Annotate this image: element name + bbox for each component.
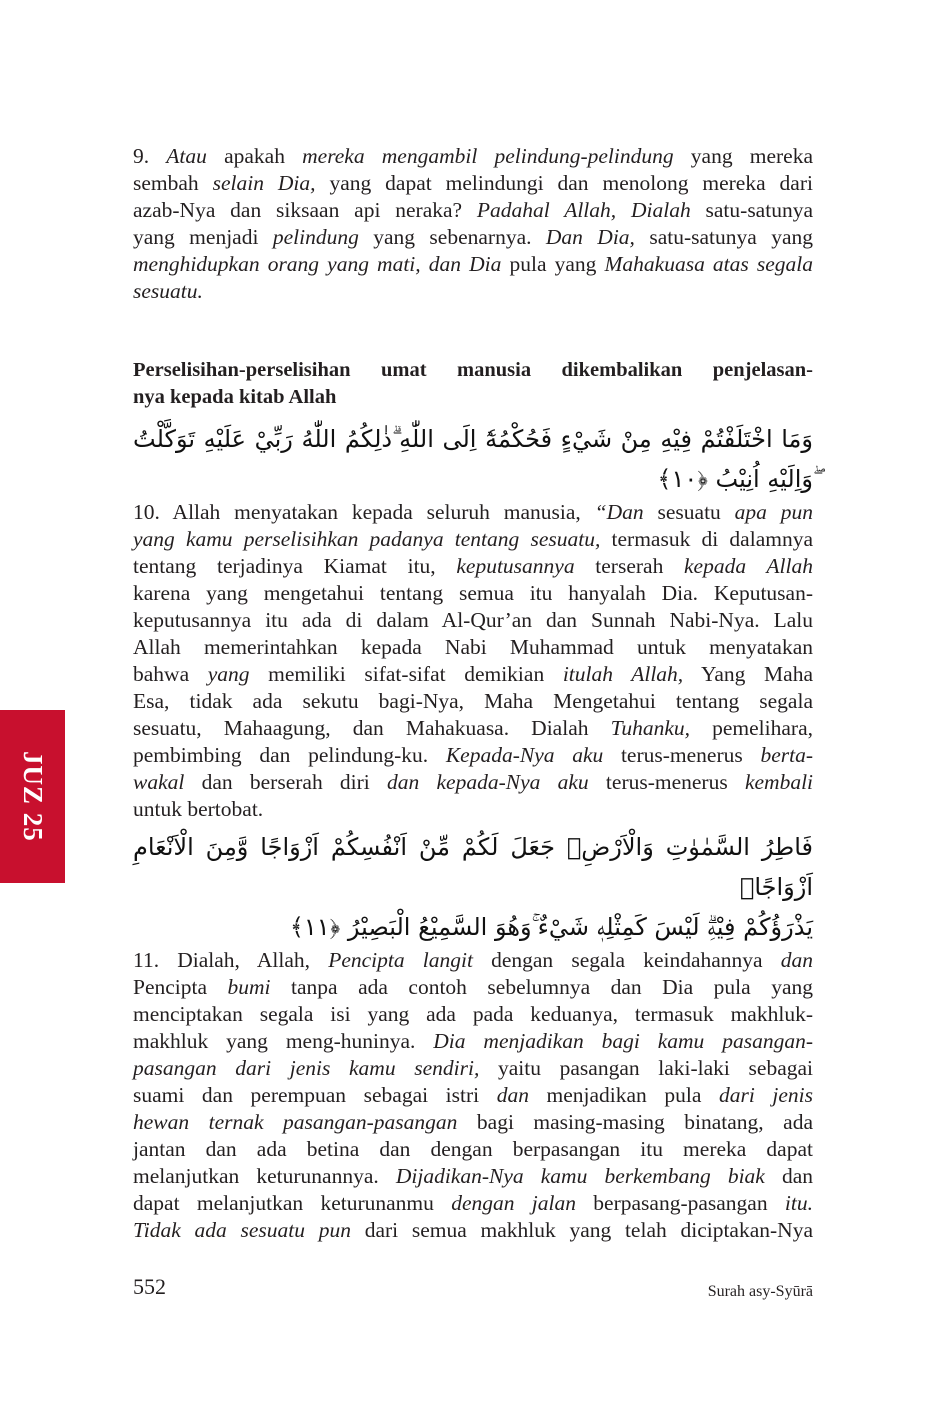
text: 9. xyxy=(133,144,167,168)
text-line xyxy=(133,251,813,278)
italic-text: hewan ternak pasangan-pasangan xyxy=(133,1110,458,1134)
arabic-verse-10: وَمَا اخْتَلَفْتُمْ فِيْهِ مِنْ شَيْءٍ فَحُكْمُهٗٓ اِلَى اللّٰهِ ۗذٰلِكُمُ اللّٰهُ رَبِّيْ عَلَيْهِ تَوَكَّلْتُ ۖوَاِلَيْهِ اُنِيْبُ ﴿١٠﴾ xyxy=(133,425,813,493)
text-line xyxy=(133,1028,813,1055)
text: dari semua makhluk yang telah diciptakan-Nya xyxy=(350,1218,813,1242)
paragraph-11 xyxy=(133,947,813,1244)
text: untuk bertobat. xyxy=(133,797,264,821)
italic-text: dan xyxy=(496,1083,529,1107)
italic-text: kepada Allah xyxy=(684,554,813,578)
text: keputusannya itu ada di dalam Al-Qur’an dan Sunnah Nabi-Nya. Lalu xyxy=(133,608,813,632)
text-line xyxy=(133,499,813,526)
text-line xyxy=(133,384,813,411)
text-line xyxy=(133,715,813,742)
text-line xyxy=(133,1055,813,1082)
italic-text: Tidak ada sesuatu pun xyxy=(133,1218,351,1242)
text: tanpa ada contoh sebelumnya dan Dia pula yang xyxy=(270,975,813,999)
italic-text: itulah Allah, xyxy=(562,662,684,686)
paragraph-9 xyxy=(133,143,813,305)
italic-text: dan kepada-Nya aku xyxy=(387,770,589,794)
text: sembah xyxy=(133,171,213,195)
text: makhluk yang meng-huninya. xyxy=(133,1029,434,1053)
text: pemelihara, xyxy=(690,716,813,740)
surah-name: Surah asy-Syūrā xyxy=(707,1283,813,1300)
text: karena yang mengetahui tentang semua itu hanyalah Dia. Keputusan- xyxy=(133,581,813,605)
text-line xyxy=(133,1190,813,1217)
italic-text: Tuhanku, xyxy=(610,716,691,740)
text: terserah xyxy=(574,554,685,578)
text: dengan segala keindahannya xyxy=(472,948,781,972)
juz-side-tab xyxy=(0,710,65,883)
text-line xyxy=(133,607,813,634)
text: yang dapat melindungi dan menolong mereka dari xyxy=(315,171,813,195)
text: dan xyxy=(764,1164,813,1188)
italic-text: yang kamu perselisihkan padanya tentang sesuatu, xyxy=(133,527,601,551)
text-line xyxy=(133,742,813,769)
text-line xyxy=(133,634,813,661)
text-line xyxy=(133,688,813,715)
italic-text: dan xyxy=(780,948,814,972)
text: yaitu pasangan laki-laki sebagai xyxy=(479,1056,814,1080)
italic-text: Mahakuasa atas segala xyxy=(604,252,814,276)
italic-text: Kepada-Nya aku xyxy=(445,743,604,767)
text: berpasang-pasangan xyxy=(575,1191,785,1215)
text: azab-Nya dan siksaan api neraka? xyxy=(133,198,477,222)
text-line xyxy=(133,278,813,305)
text: dan berserah diri xyxy=(184,770,388,794)
italic-text: Atau xyxy=(166,144,207,168)
italic-text: “Dan xyxy=(594,500,644,524)
italic-text: sesuatu. xyxy=(133,279,203,303)
text-line xyxy=(133,1163,813,1190)
text-line xyxy=(133,1109,813,1136)
arabic-verse-11-line-1: فَاطِرُ السَّمٰوٰتِ وَالْاَرْضِۗ جَعَلَ لَكُمْ مِّنْ اَنْفُسِكُمْ اَزْوَاجًا وَّمِنَ الْاَنْعَامِ اَزْوَاجًاۚ xyxy=(133,833,813,901)
text-line xyxy=(133,357,813,384)
italic-text: dari jenis xyxy=(718,1083,813,1107)
page-footer xyxy=(133,1274,813,1314)
text-line xyxy=(133,526,813,553)
text: 11. Dialah, Allah, xyxy=(133,948,329,972)
text: Allah memerintahkan kepada Nabi Muhammad untuk menyatakan xyxy=(133,635,813,659)
italic-text: menghidupkan orang yang mati, dan Dia xyxy=(133,252,502,276)
text: terus-menerus xyxy=(603,743,761,767)
italic-text: kembali xyxy=(744,770,814,794)
italic-text: dengan jalan xyxy=(451,1191,576,1215)
juz-label: JUZ 25 xyxy=(18,751,48,842)
text: melanjutkan keturunannya. xyxy=(133,1164,396,1188)
text: menciptakan segala isi yang ada pada keduanya, termasuk makhluk- xyxy=(133,1002,813,1026)
italic-text: apa pun xyxy=(734,500,814,524)
text: satu-satunya yang xyxy=(634,225,813,249)
italic-text: pasangan dari jenis kamu sendiri, xyxy=(133,1056,480,1080)
text: terus-menerus xyxy=(588,770,745,794)
text-line xyxy=(133,1001,813,1028)
italic-text: bumi xyxy=(227,975,271,999)
arabic-verse-11-line-2: يَذْرَؤُكُمْ فِيْهِۗ لَيْسَ كَمِثْلِهٖ شَيْءٌ ۚوَهُوَ السَّمِيْعُ الْبَصِيْرُ ﴿١١﴾ xyxy=(289,913,813,941)
italic-text: Padahal Allah, Dialah xyxy=(476,198,691,222)
text: Perselisihan-perselisihan umat manusia dikembalikan penjelasan- xyxy=(133,359,813,381)
text-line xyxy=(133,796,813,823)
text: suami dan perempuan sebagai istri xyxy=(133,1083,497,1107)
text: menjadikan pula xyxy=(528,1083,719,1107)
text: yang sebenarnya. xyxy=(358,225,546,249)
text: apakah xyxy=(206,144,303,168)
text: dapat melanjutkan keturunanmu xyxy=(133,1191,452,1215)
text-line xyxy=(133,224,813,251)
section-heading xyxy=(133,357,813,411)
text-line xyxy=(133,947,813,974)
text: bagi masing-masing binatang, ada xyxy=(457,1110,813,1134)
text: Esa, tidak ada sekutu bagi-Nya, Maha Mengetahui tentang segala xyxy=(133,689,813,713)
text-line xyxy=(133,170,813,197)
text: Yang Maha xyxy=(683,662,813,686)
italic-text: berta- xyxy=(760,743,813,767)
text: termasuk di dalamnya xyxy=(600,527,814,551)
italic-text: selain Dia, xyxy=(212,171,316,195)
text-line xyxy=(133,1136,813,1163)
text: yang mereka xyxy=(673,144,814,168)
text-line xyxy=(133,143,813,170)
italic-text: yang xyxy=(207,662,250,686)
text-line xyxy=(133,197,813,224)
text-line xyxy=(133,769,813,796)
text-line xyxy=(133,661,813,688)
italic-text: Pencipta langit xyxy=(328,948,473,972)
text: satu-satunya xyxy=(690,198,813,222)
text: nya kepada kitab Allah xyxy=(133,386,337,408)
text: jantan dan ada betina dan dengan berpasangan itu mereka dapat xyxy=(133,1137,813,1161)
text-line xyxy=(133,553,813,580)
italic-text: pelindung xyxy=(272,225,359,249)
italic-text: Dan Dia, xyxy=(545,225,635,249)
text: pula yang xyxy=(501,252,605,276)
text: sesuatu xyxy=(643,500,735,524)
text: sesuatu, Mahaagung, dan Mahakuasa. Dialah xyxy=(133,716,611,740)
page-number: 552 xyxy=(133,1274,166,1299)
text-line xyxy=(133,1217,813,1244)
italic-text: mereka mengambil pelindung-pelindung xyxy=(302,144,674,168)
text: 10. Allah menyatakan kepada seluruh manusia, xyxy=(133,500,595,524)
text: tentang terjadinya Kiamat itu, xyxy=(133,554,457,578)
text: yang menjadi xyxy=(133,225,273,249)
text-line xyxy=(133,1082,813,1109)
text-line xyxy=(133,974,813,1001)
text: Pencipta xyxy=(133,975,228,999)
italic-text: Dia menjadikan bagi kamu pasangan- xyxy=(433,1029,813,1053)
text: memiliki sifat-sifat demikian xyxy=(249,662,563,686)
text: bahwa xyxy=(133,662,208,686)
italic-text: itu. xyxy=(784,1191,813,1215)
paragraph-10 xyxy=(133,499,813,823)
italic-text: keputusannya xyxy=(456,554,575,578)
text: pembimbing dan pelindung-ku. xyxy=(133,743,446,767)
text-column xyxy=(133,143,813,1314)
italic-text: Dijadikan-Nya kamu berkembang biak xyxy=(395,1164,765,1188)
text-line xyxy=(133,580,813,607)
italic-text: wakal xyxy=(133,770,185,794)
